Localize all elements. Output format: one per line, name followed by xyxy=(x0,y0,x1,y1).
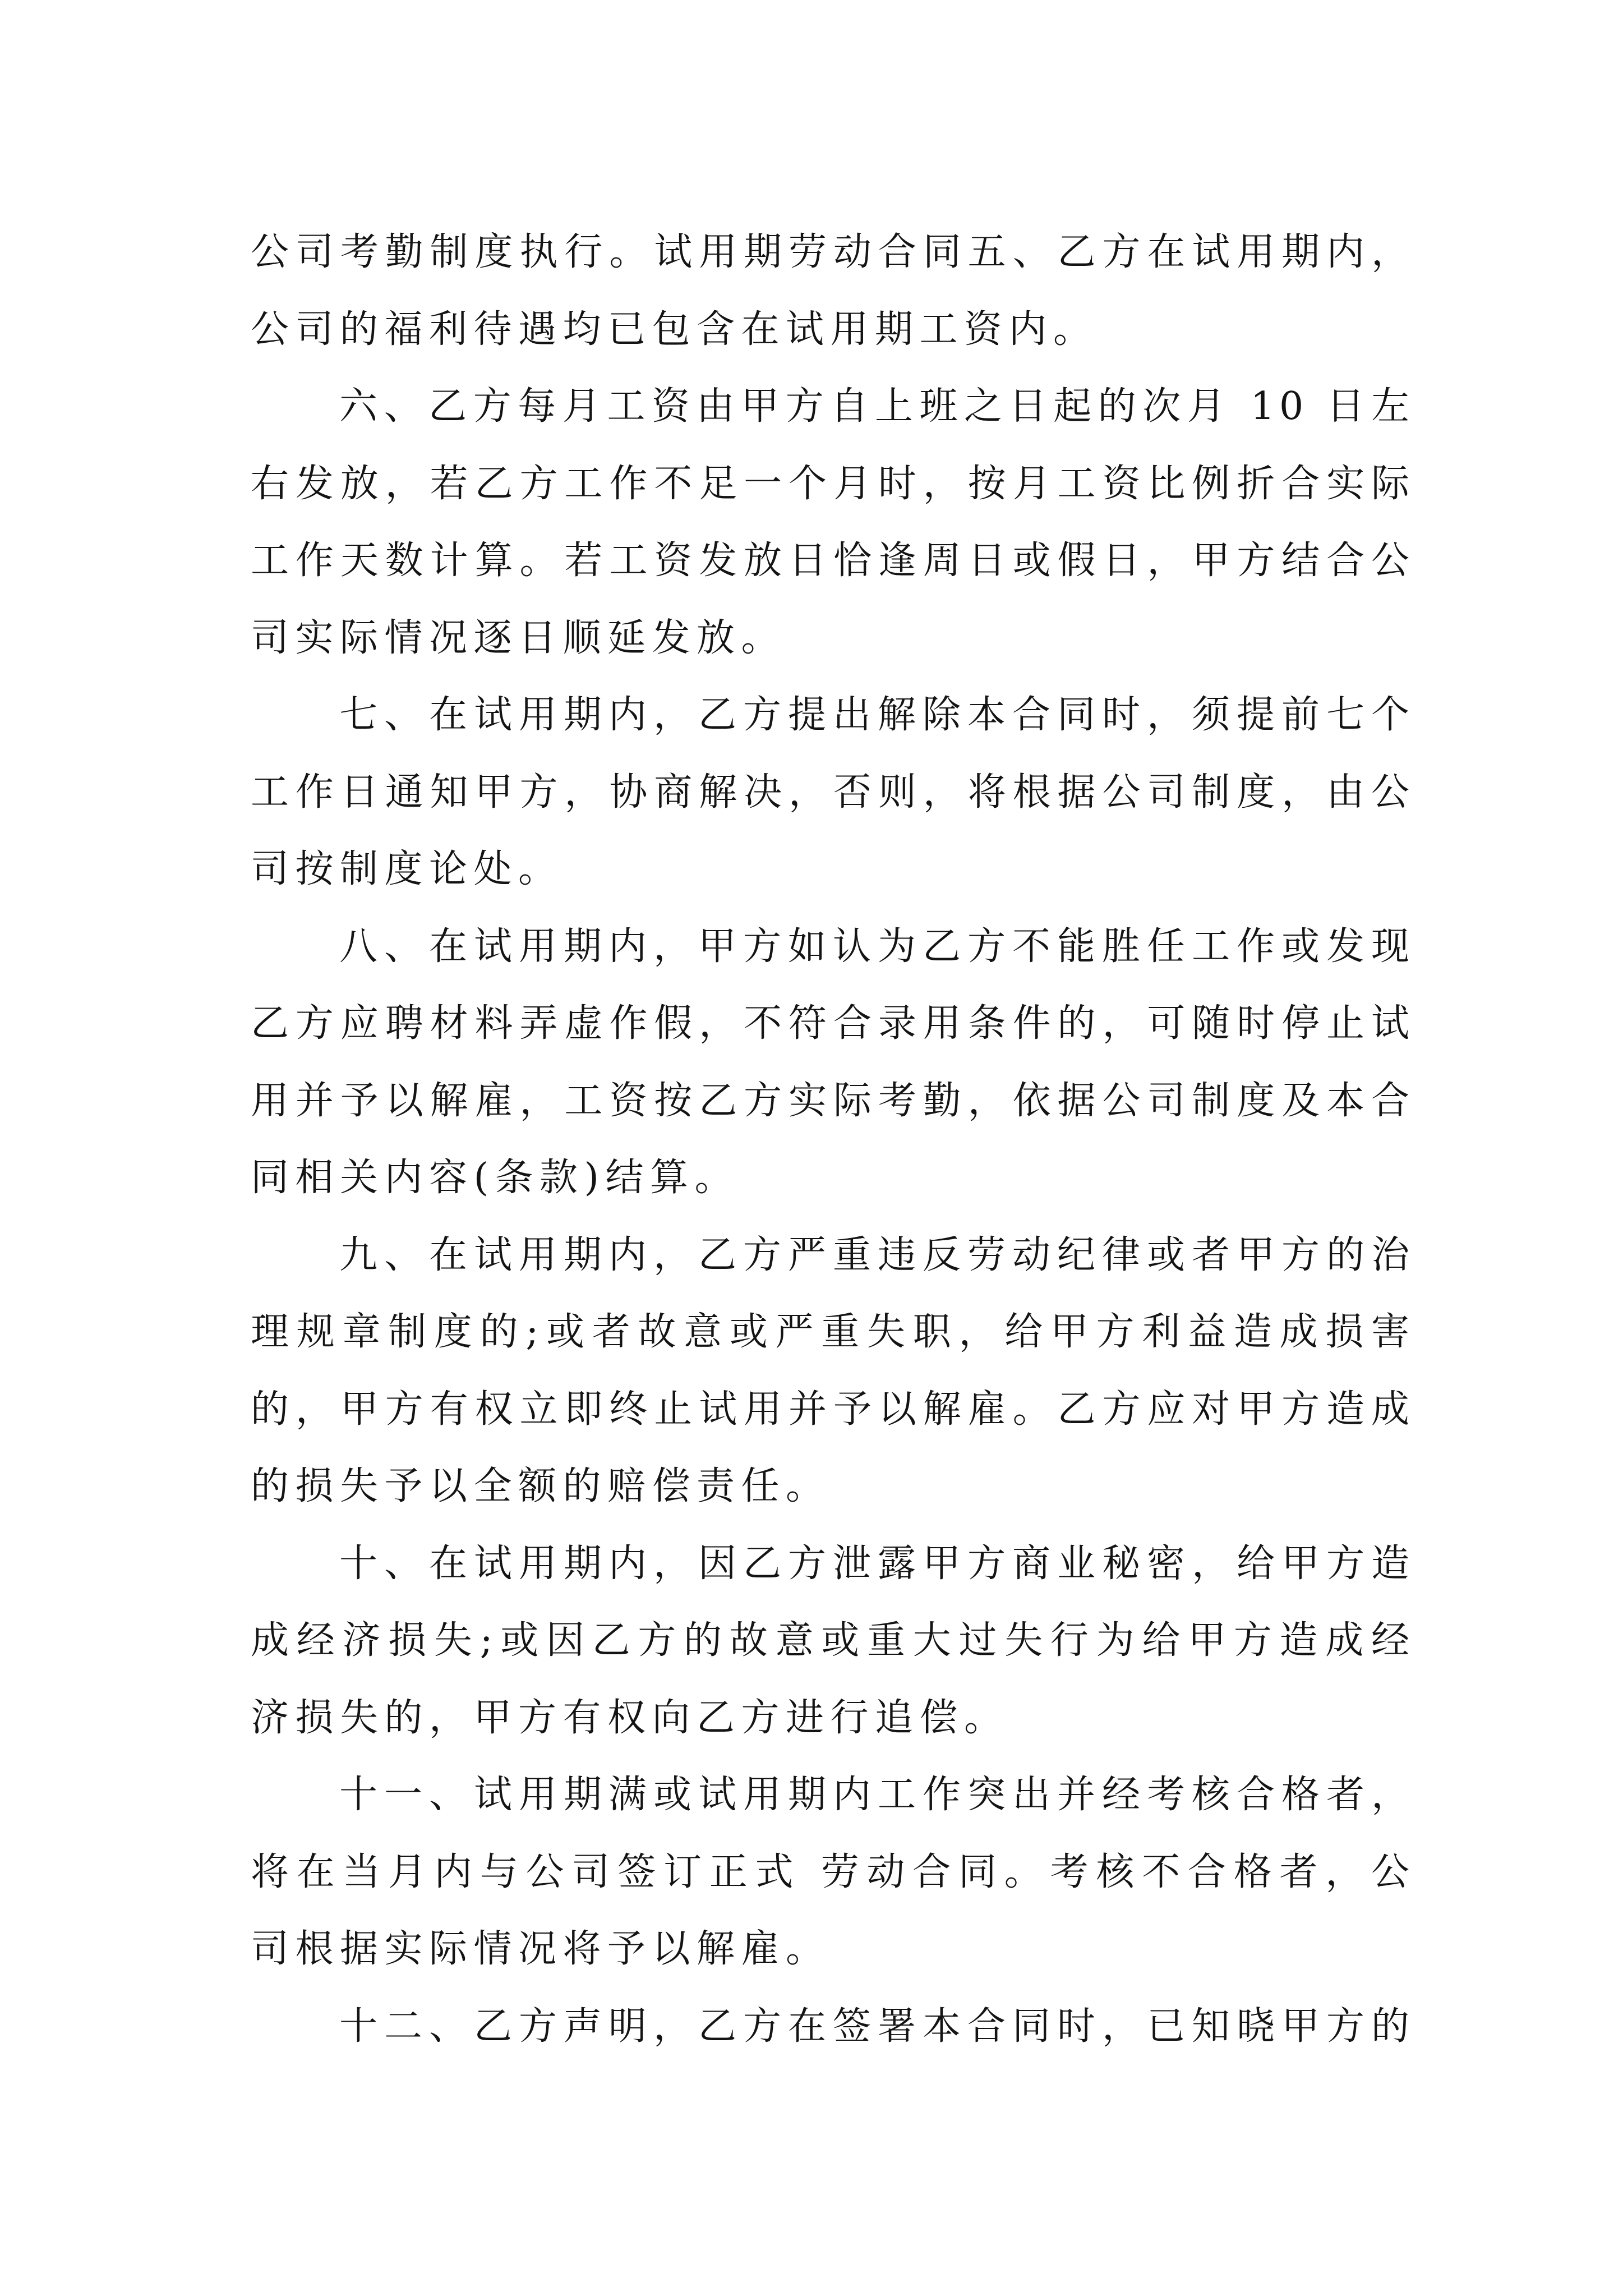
text-line: 济损失的，甲方有权向乙方进行追偿。 xyxy=(251,1695,1009,1740)
document-body xyxy=(251,214,1414,2065)
text-line: 司根据实际情况将予以解雇。 xyxy=(251,1927,831,1971)
paragraph-clause-8 xyxy=(251,908,1414,1217)
text-line: 司按制度论处。 xyxy=(251,847,563,891)
paragraph-clause-10 xyxy=(251,1525,1414,1757)
text-line: 将在当月内与公司签订正式 劳动合同。考核不合格者，公 xyxy=(251,1849,1414,1894)
paragraph-clause-7 xyxy=(251,677,1414,908)
paragraph-clause-9 xyxy=(251,1217,1414,1525)
text-line: 公司考勤制度执行。试用期劳动合同五、乙方在试用期内， xyxy=(251,230,1414,274)
text-line: 七、在试用期内，乙方提出解除本合同时，须提前七个 xyxy=(339,693,1414,737)
paragraph-clause-12 xyxy=(251,1988,1414,2065)
text-line: 工作天数计算。若工资发放日恰逢周日或假日，甲方结合公 xyxy=(251,539,1414,583)
text-line: 的，甲方有权立即终止试用并予以解雇。乙方应对甲方造成 xyxy=(251,1387,1414,1432)
text-line: 司实际情况逐日顺延发放。 xyxy=(251,615,786,660)
text-line: 理规章制度的;或者故意或严重失职，给甲方利益造成损害 xyxy=(251,1310,1414,1354)
paragraph-clause-6 xyxy=(251,368,1414,677)
text-line: 八、在试用期内，甲方如认为乙方不能胜任工作或发现 xyxy=(339,924,1414,969)
text-line: 九、在试用期内，乙方严重违反劳动纪律或者甲方的治 xyxy=(339,1232,1414,1277)
text-line: 成经济损失;或因乙方的故意或重大过失行为给甲方造成经 xyxy=(251,1618,1414,1663)
text-line: 的损失予以全额的赔偿责任。 xyxy=(251,1464,831,1508)
text-line: 公司的福利待遇均已包含在试用期工资内。 xyxy=(251,307,1098,352)
text-line: 六、乙方每月工资由甲方自上班之日起的次月 10 日左 xyxy=(339,384,1414,429)
paragraph-continuation xyxy=(251,214,1414,368)
text-line: 同相关内容(条款)结算。 xyxy=(251,1156,740,1200)
text-line: 乙方应聘材料弄虚作假，不符合录用条件的，可随时停止试 xyxy=(251,1001,1414,1046)
text-line: 十二、乙方声明，乙方在签署本合同时，已知晓甲方的 xyxy=(339,2004,1414,2049)
text-line: 工作日通知甲方，协商解决，否则，将根据公司制度，由公 xyxy=(251,770,1414,815)
paragraph-clause-11 xyxy=(251,1756,1414,1988)
text-line: 十、在试用期内，因乙方泄露甲方商业秘密，给甲方造 xyxy=(339,1541,1414,1586)
text-line: 右发放，若乙方工作不足一个月时，按月工资比例折合实际 xyxy=(251,461,1414,506)
text-line: 十一、试用期满或试用期内工作突出并经考核合格者， xyxy=(339,1773,1414,1817)
text-line: 用并予以解雇，工资按乙方实际考勤，依据公司制度及本合 xyxy=(251,1078,1414,1123)
